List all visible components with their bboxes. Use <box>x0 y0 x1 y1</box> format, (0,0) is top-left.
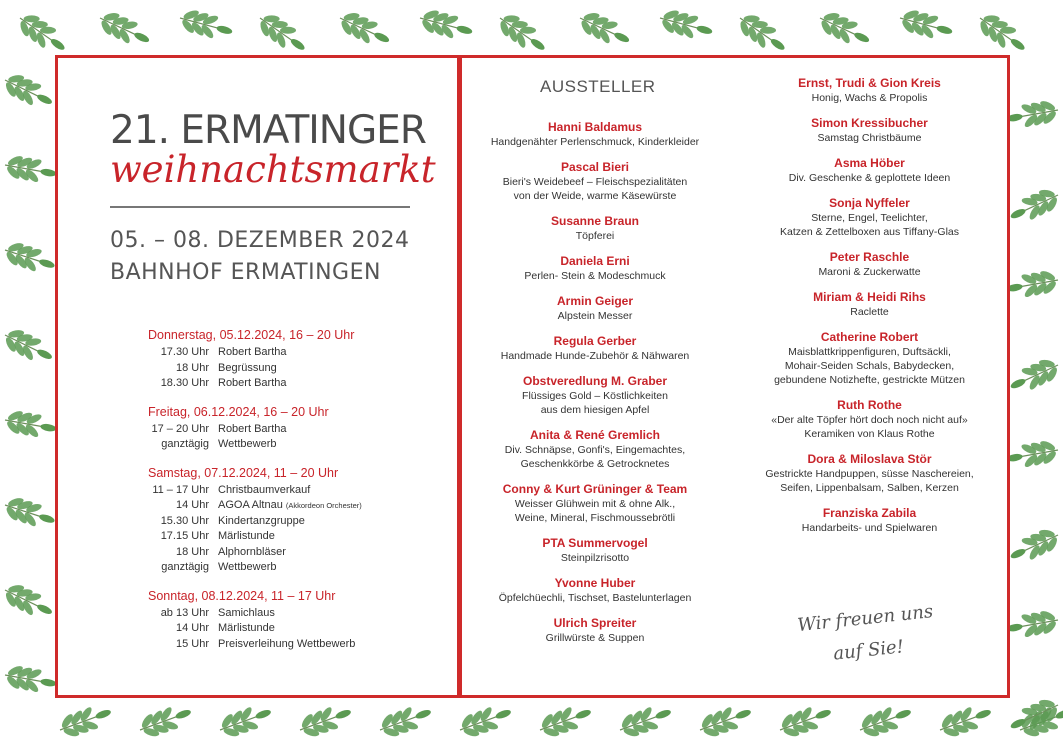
exhibitor-name: Anita & René Gremlich <box>529 428 661 442</box>
exhibitors-column-left <box>465 120 725 656</box>
schedule-day-heading: Samstag, 07.12.2024, 11 – 20 Uhr <box>148 465 339 480</box>
exhibitor-description: Steinpilzrisotto <box>560 552 630 564</box>
exhibitor-name: Franziska Zabila <box>822 506 917 520</box>
exhibitor-entry <box>465 374 725 417</box>
event-time: 17.15 Uhr <box>160 530 209 542</box>
exhibitor-entry <box>465 120 725 149</box>
exhibitor-entry <box>465 160 725 203</box>
closing-line: Wir freuen uns <box>796 601 935 637</box>
exhibitor-entry <box>465 536 725 565</box>
event-time: 17 – 20 Uhr <box>151 422 209 435</box>
schedule-event <box>148 361 448 377</box>
exhibitor-description: Töpferei <box>575 230 615 242</box>
holly-sprig <box>135 699 195 743</box>
holly-sprig <box>657 5 716 45</box>
holly-sprig <box>492 7 552 60</box>
event-time: ab 13 Uhr <box>160 606 209 619</box>
event-subtitle: weihnachtsmarkt <box>110 148 436 191</box>
exhibitor-entry <box>465 334 725 363</box>
event-description <box>218 437 277 453</box>
holly-sprig <box>775 699 835 743</box>
exhibitors-heading: AUSSTELLER <box>540 77 656 96</box>
exhibitor-description: Katzen & Zettelboxen aus Tiffany-Glas <box>780 226 959 238</box>
holly-sprig <box>417 5 476 45</box>
holly-sprig <box>215 699 275 743</box>
exhibitor-name: Regula Gerber <box>553 334 637 348</box>
exhibitor-name: Daniela Erni <box>560 254 630 268</box>
exhibitor-name: Ulrich Spreiter <box>553 616 637 630</box>
event-description-text: Robert Bartha <box>218 346 287 358</box>
exhibitor-name: Hanni Baldamus <box>547 120 643 134</box>
exhibitor-description: Alpstein Messer <box>557 310 633 322</box>
exhibitor-description: gebundene Notizhefte, gestrickte Mützen <box>774 374 965 386</box>
event-description <box>218 514 305 530</box>
holly-sprig <box>177 5 236 45</box>
exhibitor-description: Maisblattkrippenfiguren, Duftsäckli, <box>788 346 951 358</box>
title-divider <box>110 206 410 208</box>
event-time: 17.30 Uhr <box>160 346 209 358</box>
exhibitor-description: Mohair-Seiden Schals, Babydecken, <box>784 360 955 372</box>
event-description-text: Wettbewerb <box>218 438 277 450</box>
schedule-event <box>148 621 448 637</box>
exhibitor-description: Sterne, Engel, Teelichter, <box>811 212 928 224</box>
event-description <box>218 361 277 377</box>
event-time: 15 Uhr <box>175 637 209 650</box>
event-title: 21. ERMATINGER <box>110 108 426 153</box>
event-venue: BAHNHOF ERMATINGEN <box>110 260 381 285</box>
exhibitor-description: Div. Schnäpse, Gonfi's, Eingemachtes, <box>504 444 686 456</box>
exhibitor-name: Miriam & Heidi Rihs <box>813 290 926 304</box>
exhibitor-name: Dora & Miloslava Stör <box>807 452 932 466</box>
exhibitor-entry <box>737 330 1002 387</box>
exhibitors-panel <box>459 55 1010 698</box>
exhibitor-entry <box>737 76 1002 105</box>
exhibitors-column-right <box>737 76 1002 546</box>
event-description-text: Alphornbläser <box>218 545 286 558</box>
event-time: 15.30 Uhr <box>160 514 209 527</box>
schedule-event <box>148 637 448 653</box>
holly-sprig <box>732 7 792 60</box>
holly-sprig <box>972 7 1032 60</box>
schedule-list <box>148 328 448 665</box>
exhibitor-description: von der Weide, warme Käsewürste <box>513 190 677 202</box>
schedule-event <box>148 345 448 361</box>
event-dates: 05. – 08. DEZEMBER 2024 <box>110 228 410 253</box>
exhibitor-entry <box>465 254 725 283</box>
schedule-day <box>148 405 448 453</box>
exhibitor-description: Keramiken von Klaus Rothe <box>804 428 935 440</box>
exhibitor-description: Grillwürste & Suppen <box>545 632 645 644</box>
schedule-day <box>148 328 448 392</box>
event-description <box>218 345 286 361</box>
schedule-event <box>148 437 448 453</box>
exhibitor-name: Conny & Kurt Grüninger & Team <box>502 482 688 496</box>
schedule-event <box>148 560 448 576</box>
exhibitor-entry <box>465 482 725 525</box>
event-description <box>218 637 355 653</box>
event-description-text: Preisverleihung Wettbewerb <box>218 637 356 650</box>
holly-sprig <box>615 699 675 743</box>
exhibitor-name: Simon Kressibucher <box>811 116 928 130</box>
closing-line: auf Sie! <box>832 636 905 665</box>
schedule-event <box>148 545 448 561</box>
holly-sprig <box>252 7 312 60</box>
exhibitor-entry <box>737 156 1002 185</box>
event-description <box>218 621 275 637</box>
exhibitor-entry <box>465 428 725 471</box>
exhibitor-description: Seifen, Lippenbalsam, Salben, Kerzen <box>780 482 959 494</box>
holly-sprig <box>55 699 115 743</box>
exhibitor-description: Maroni & Zuckerwatte <box>818 266 921 278</box>
holly-sprig <box>0 578 58 625</box>
holly-sprig <box>855 699 915 743</box>
schedule-event <box>148 422 448 438</box>
holly-sprig <box>935 699 995 743</box>
exhibitor-description: Bieri's Weidebeef – Fleischspezialitäten <box>502 176 688 188</box>
holly-sprig <box>12 7 72 60</box>
holly-sprig <box>1005 183 1063 229</box>
event-description-text: Samichlaus <box>218 606 275 619</box>
event-description <box>218 606 275 622</box>
exhibitor-name: Peter Raschle <box>829 250 910 264</box>
event-description <box>218 498 362 514</box>
holly-sprig <box>695 699 755 743</box>
exhibitor-name: Obstveredlung M. Graber <box>522 374 668 388</box>
schedule-day-heading: Donnerstag, 05.12.2024, 16 – 20 Uhr <box>148 328 355 342</box>
schedule-event <box>148 498 448 514</box>
program-panel <box>55 55 460 698</box>
event-time: 18 Uhr <box>175 361 209 374</box>
holly-sprig <box>1 237 59 279</box>
holly-sprig <box>3 152 59 188</box>
exhibitor-name: PTA Summervogel <box>542 536 648 550</box>
exhibitor-name: Susanne Braun <box>550 214 640 228</box>
exhibitor-description: Weisser Glühwein mit & ohne Alk., <box>514 498 676 510</box>
exhibitor-name: Catherine Robert <box>820 330 919 344</box>
holly-sprig <box>0 68 58 115</box>
exhibitor-description: Öpfelchüechli, Tischset, Bastelunterlagen <box>498 592 692 604</box>
holly-sprig <box>1 492 59 534</box>
holly-sprig <box>455 699 515 743</box>
holly-sprig <box>1005 353 1063 399</box>
holly-sprig <box>574 6 634 53</box>
event-description-text: Christbaumverkauf <box>218 483 311 496</box>
event-description-text: Robert Bartha <box>218 377 287 389</box>
exhibitor-description: aus dem hiesigen Apfel <box>540 404 650 416</box>
exhibitor-entry <box>465 576 725 605</box>
exhibitor-description: Samstag Christbäume <box>817 132 922 144</box>
closing-message <box>789 595 945 674</box>
holly-sprig <box>375 699 435 743</box>
event-time: 14 Uhr <box>175 499 209 511</box>
event-description-text: Wettbewerb <box>218 561 277 573</box>
schedule-day-heading: Freitag, 06.12.2024, 16 – 20 Uhr <box>148 404 329 419</box>
exhibitor-entry <box>465 214 725 243</box>
exhibitor-description: Div. Geschenke & geplottete Ideen <box>788 172 951 184</box>
exhibitor-description: Flüssiges Gold – Köstlichkeiten <box>522 390 668 402</box>
event-time: ganztägig <box>161 438 209 450</box>
exhibitor-description: Handarbeits- und Spielwaren <box>801 522 938 534</box>
holly-sprig <box>3 407 59 443</box>
exhibitor-name: Asma Höber <box>834 156 905 170</box>
holly-sprig <box>295 699 355 743</box>
exhibitor-name: Sonja Nyffeler <box>829 196 910 210</box>
exhibitor-name: Pascal Bieri <box>560 160 630 174</box>
exhibitor-description: «Der alte Töpfer hört doch noch nicht auf» <box>771 414 968 426</box>
schedule-event <box>148 514 448 530</box>
exhibitor-entry <box>737 290 1002 319</box>
holly-sprig <box>94 6 154 53</box>
schedule-day-heading: Sonntag, 08.12.2024, 11 – 17 Uhr <box>148 588 336 603</box>
holly-sprig <box>1004 437 1060 473</box>
exhibitor-entry <box>465 294 725 323</box>
event-description-text: Märlistunde <box>218 622 275 634</box>
exhibitor-entry <box>737 506 1002 535</box>
holly-sprig <box>1004 97 1060 133</box>
exhibitor-description: Weine, Mineral, Fischmoussebrötli <box>514 512 676 524</box>
exhibitor-entry <box>737 250 1002 279</box>
schedule-event <box>148 483 448 499</box>
event-time: ganztägig <box>161 561 209 573</box>
holly-sprig <box>1005 523 1063 569</box>
exhibitor-entry <box>737 452 1002 495</box>
event-description <box>218 376 286 392</box>
schedule-day <box>148 589 448 653</box>
exhibitor-description: Geschenkkörbe & Getrocknetes <box>520 458 670 470</box>
holly-sprig <box>1004 607 1060 643</box>
event-description <box>218 560 277 576</box>
exhibitor-entry <box>737 116 1002 145</box>
event-description-text: AGOA Altnau <box>218 499 283 511</box>
holly-sprig <box>897 5 956 45</box>
holly-sprig <box>334 6 394 53</box>
exhibitor-description: Handmade Hunde-Zubehör & Nähwaren <box>500 350 690 362</box>
event-time: 14 Uhr <box>175 622 209 634</box>
exhibitor-entry <box>737 398 1002 441</box>
exhibitor-description: Perlen- Stein & Modeschmuck <box>524 270 666 282</box>
event-description <box>218 529 275 545</box>
holly-sprig <box>814 6 874 53</box>
event-time: 18 Uhr <box>175 545 209 558</box>
event-description-text: Kindertanzgruppe <box>218 514 305 527</box>
schedule-event <box>148 376 448 392</box>
exhibitor-name: Armin Geiger <box>556 294 634 308</box>
holly-sprig <box>535 699 595 743</box>
exhibitor-description: Honig, Wachs & Propolis <box>811 92 928 104</box>
holly-sprig <box>0 323 58 370</box>
exhibitor-name: Yvonne Huber <box>554 576 636 590</box>
event-note: (Akkordeon Orchester) <box>285 501 362 510</box>
event-time: 11 – 17 Uhr <box>152 483 209 496</box>
exhibitor-description: Raclette <box>850 306 889 318</box>
exhibitor-name: Ernst, Trudi & Gion Kreis <box>798 76 941 90</box>
exhibitor-name: Ruth Rothe <box>837 398 902 412</box>
event-description <box>218 422 286 438</box>
schedule-day <box>148 466 448 576</box>
holly-sprig <box>3 662 59 698</box>
exhibitor-description: Handgenähter Perlenschmuck, Kinderkleider <box>490 136 700 148</box>
schedule-event <box>148 606 448 622</box>
event-description-text: Robert Bartha <box>218 422 287 435</box>
exhibitor-entry <box>737 196 1002 239</box>
event-description-text: Begrüssung <box>218 361 277 374</box>
holly-sprig <box>1004 267 1060 303</box>
event-time: 18.30 Uhr <box>160 377 209 389</box>
event-description-text: Märlistunde <box>218 530 275 542</box>
exhibitor-entry <box>465 616 725 645</box>
exhibitor-description: Gestrickte Handpuppen, süsse Naschereien, <box>765 468 974 480</box>
event-description <box>218 483 310 499</box>
event-description <box>218 545 286 561</box>
schedule-event <box>148 529 448 545</box>
